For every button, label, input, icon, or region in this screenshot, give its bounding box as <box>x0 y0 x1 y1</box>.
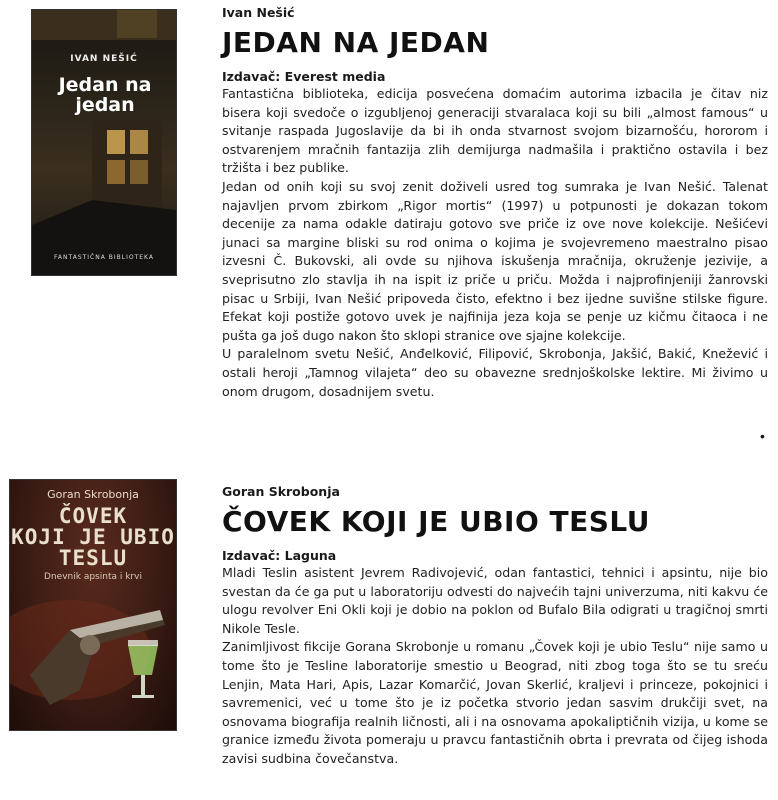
article-title: JEDAN NA JEDAN <box>222 26 490 59</box>
article-title: ČOVEK KOJI JE UBIO TESLU <box>222 505 650 538</box>
article-paragraph: Fantastična biblioteka, edicija posvećena domaćim autorima izbacila je čitav niz bisera koji svedoče o izgubljenoj generaciji stvaralaca koji su bili „almost famous“ u svitanje raspada Jugoslavije da bi ih onda stvarnost svojom bizarnošću, hororom i ostvarenjem mračnih fantazija zlih demijurga nadmašila i praktično ostavila i bez tržišta i bez publike. <box>222 86 768 176</box>
cover-title <box>10 506 176 569</box>
article-covek-koji-je-ubio-teslu <box>0 470 778 800</box>
cover-title: Jedan na jedan <box>58 74 152 116</box>
article-author: Goran Skrobonja <box>222 484 340 499</box>
cover-title-line: TESLU <box>58 546 128 570</box>
cover-series: FANTASTIČNA BIBLIOTEKA <box>54 254 154 261</box>
cover-title-line: KOJI JE UBIO <box>11 525 175 549</box>
end-bullet: • <box>760 428 765 444</box>
article-paragraph: U paralelnom svetu Nešić, Anđelković, Filipović, Skrobonja, Jakšić, Bakić, Knežević i ostali heroji „Tamnog vilajeta“ deo su obavezne srednjoškolske lektire. Mi živimo u onom drugom, dosadnijem svetu. <box>222 346 768 399</box>
article-publisher: Izdavač: Laguna <box>222 548 337 563</box>
article-author: Ivan Nešić <box>222 5 295 20</box>
article-publisher: Izdavač: Everest media <box>222 69 386 84</box>
book-cover-jedan-na-jedan <box>32 10 176 275</box>
article-text <box>222 5 768 401</box>
article-paragraph: Mladi Teslin asistent Jevrem Radivojević, odan fantastici, tehnici i apsintu, nije bio svestan da će ga put u laboratoriju odvesti do najvećih tajni univerzuma, niti kakvu će ulogu revolver Eni Okli koji je dobio na poklon od Bufalo Bila odigrati u tragičnoj smrti Nikole Tesle. <box>222 565 768 636</box>
cover-subtitle: Dnevnik apsinta i krvi <box>44 572 142 582</box>
cover-author: Goran Skrobonja <box>47 488 139 501</box>
cover-title-line: ČOVEK <box>58 504 128 528</box>
book-cover-covek-koji-je-ubio-teslu <box>10 480 176 730</box>
article-paragraph: Zanimljivost fikcije Gorana Skrobonje u romanu „Čovek koji je ubio Teslu“ nije samo u tome što je Tesline laboratorije smestio u Beograd, niti zbog toga što se tu sreću Lenjin, Mata Hari, Apis, Lazar Komarčić, Jovan Skerlić, kraljevi i princeze, pokojnici i savremenici, već u tome što je iz početka stvorio jedan sasvim drukčiji svet, na osnovama biografija realnih ličnosti, ali i na osnovama apokaliptičnih vizija, u kome se granice između života pomeraju u pravcu fantastičnih obrta i prevrata od čijeg ishoda zavisi sudbina čovečanstva. <box>222 639 768 766</box>
cover-artwork <box>32 10 176 275</box>
article-paragraph: Jedan od onih koji su svoj zenit doživeli usred tog sumraka je Ivan Nešić. Talenat najavljen prvom zbirkom „Rigor mortis“ (1997) u potpunosti je dokazan tokom decenije za nama odakle datiraju gotovo sve priče iz ove nove kolekcije. Nešićevi junaci sa margine bliski su rod onima o kojima je svojevremeno maestralno pisao izvesni Č. Bukovski, ali ovde su njihova iskušenja mračnija, okruženje jezivije, a sveprisutno zlo stavlja ih na ispit iz priče u priču. Možda i najprofinjeniji žanrovski pisac u Srbiji, Ivan Nešić pripoveda čisto, efektno i bez ijedne suvišne stilske figure. Efekat koji postiže gotovo uvek je najfinija jeza koja se penje uz kičmu čitaoca i ne pušta ga još dugo nakon što sklopi stranice ove sjajne kolekcije. <box>222 178 768 343</box>
article-text <box>222 484 768 769</box>
cover-author: IVAN NEŠIĆ <box>70 54 138 64</box>
